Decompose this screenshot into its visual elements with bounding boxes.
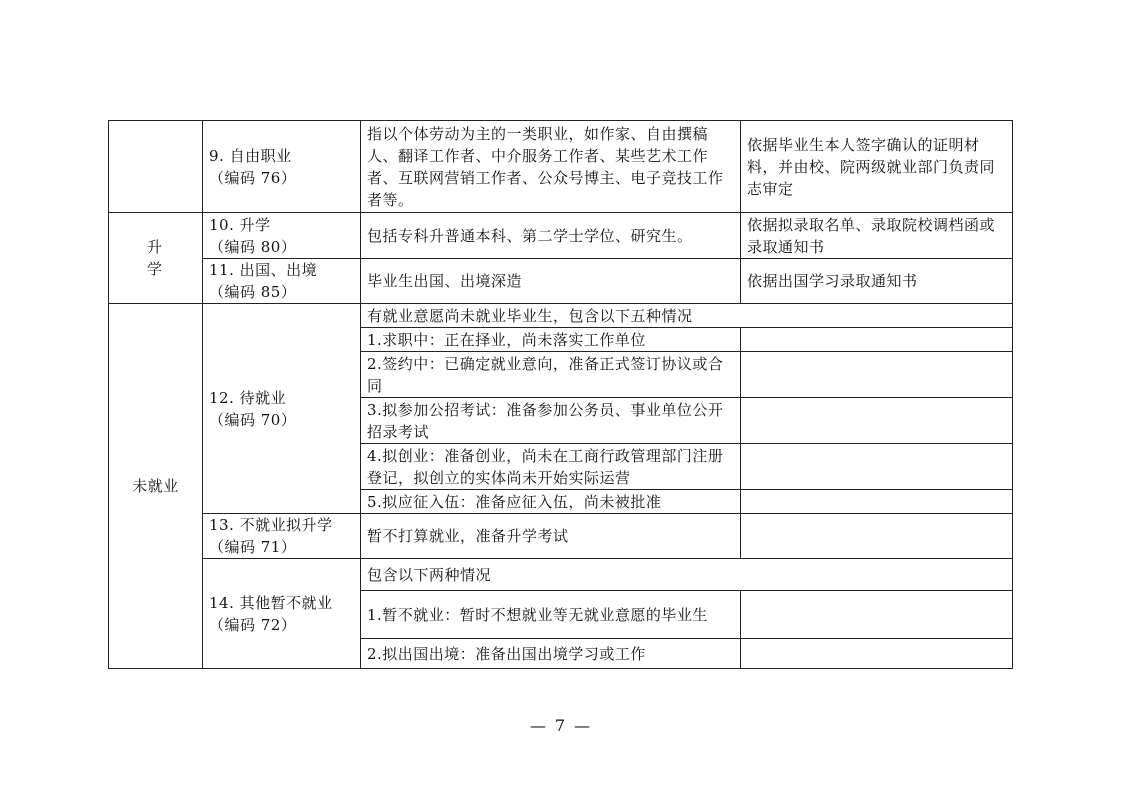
table-row-12-header <box>109 304 1013 328</box>
case-cell: 2.签约中：已确定就业意向，准备正式签订协议或合同 <box>361 352 741 398</box>
item-cell-10 <box>203 213 361 259</box>
empty-cell <box>741 514 1013 559</box>
page-number: — 7 — <box>529 716 593 735</box>
item-code: （编码 71） <box>209 538 297 556</box>
table-row-13 <box>109 514 1013 559</box>
case-cell: 5.拟应征入伍：准备应征入伍，尚未被批准 <box>361 490 741 514</box>
empty-cell <box>741 444 1013 490</box>
item-cell-13 <box>203 514 361 559</box>
employment-classification-table <box>108 120 1013 669</box>
empty-cell <box>741 328 1013 352</box>
basis-cell-11: 依据出国学习录取通知书 <box>741 259 1013 304</box>
description-cell-9: 指以个体劳动为主的一类职业，如作家、自由撰稿人、翻译工作者、中介服务工作者、某些艺术工作者、互联网营销工作者、公众号博主、电子竞技工作者等。 <box>361 121 741 213</box>
case-cell: 4.拟创业：准备创业，尚未在工商行政管理部门注册登记，拟创立的实体尚未开始实际运营 <box>361 444 741 490</box>
item-code: （编码 76） <box>209 168 297 187</box>
item-code: （编码 80） <box>209 237 297 256</box>
description-cell-11: 毕业生出国、出境深造 <box>361 259 741 304</box>
empty-cell <box>741 398 1013 444</box>
description-cell-13: 暂不打算就业，准备升学考试 <box>361 514 741 559</box>
basis-cell-10: 依据拟录取名单、录取院校调档函或录取通知书 <box>741 213 1013 259</box>
basis-cell-9: 依据毕业生本人签字确认的证明材料，并由校、院两级就业部门负责同志审定 <box>741 121 1013 213</box>
table-row-9 <box>109 121 1013 213</box>
category-shengxue: 升 学 <box>109 213 203 304</box>
description-cell-10: 包括专科升普通本科、第二学士学位、研究生。 <box>361 213 741 259</box>
table-row-10 <box>109 213 1013 259</box>
item-cell-12 <box>203 304 361 514</box>
table-row-11 <box>109 259 1013 304</box>
item-cell-11 <box>203 259 361 304</box>
item-name: 14. 其他暂不就业 <box>209 593 333 612</box>
item-name: 10. 升学 <box>209 215 271 234</box>
empty-cell <box>741 639 1013 669</box>
empty-cell <box>741 591 1013 639</box>
case-cell: 1.暂不就业：暂时不想就业等无就业意愿的毕业生 <box>361 591 741 639</box>
item-cell-14 <box>203 559 361 669</box>
case-cell: 3.拟参加公招考试：准备参加公务员、事业单位公开招录考试 <box>361 398 741 444</box>
case-header-14: 包含以下两种情况 <box>361 559 1013 591</box>
case-cell: 2.拟出国出境：准备出国出境学习或工作 <box>361 639 741 669</box>
item-code: （编码 70） <box>209 410 297 429</box>
item-code: （编码 72） <box>209 615 297 634</box>
empty-cell <box>741 490 1013 514</box>
category-cell-empty <box>109 121 203 213</box>
item-name: 12. 待就业 <box>209 388 287 407</box>
case-header-12: 有就业意愿尚未就业毕业生，包含以下五种情况 <box>361 304 1013 328</box>
item-name: 9. 自由职业 <box>209 146 292 165</box>
category-weijiuye: 未就业 <box>109 304 203 669</box>
item-name: 11. 出国、出境 <box>209 261 318 279</box>
table-row-14-header <box>109 559 1013 591</box>
empty-cell <box>741 352 1013 398</box>
case-cell: 1.求职中：正在择业，尚未落实工作单位 <box>361 328 741 352</box>
item-cell-9 <box>203 121 361 213</box>
item-code: （编码 85） <box>209 283 297 301</box>
item-name: 13. 不就业拟升学 <box>209 516 333 534</box>
